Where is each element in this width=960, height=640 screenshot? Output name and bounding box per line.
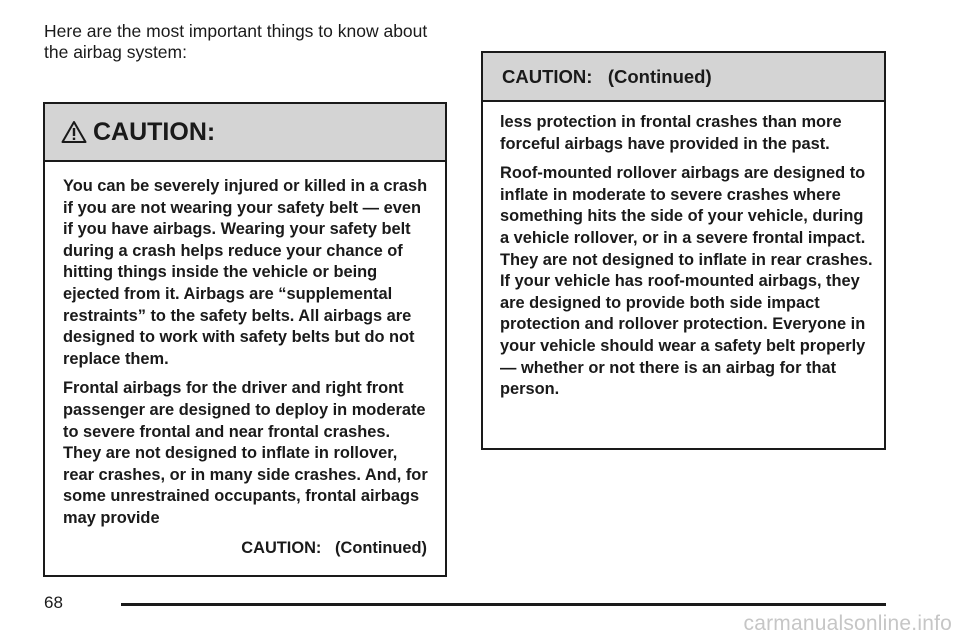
caution-paragraph: Frontal airbags for the driver and right front passenger are designed to deploy in moderate to severe frontal and near frontal crashes. They are not designed to inflate in rollover, rear crashes, or in many side crashes. And, for some unrestrained occupants, frontal airbags may provide bbox=[63, 379, 428, 527]
caution-box bbox=[43, 102, 447, 577]
caution-continued-header bbox=[483, 53, 884, 102]
caution-continued-label: CAUTION: (Continued) bbox=[241, 538, 427, 557]
page-number: 68 bbox=[44, 593, 63, 612]
caution-paragraph: less protection in frontal crashes than more forceful airbags have provided in the past. bbox=[500, 113, 842, 153]
watermark: carmanualsonline.info bbox=[743, 612, 952, 635]
warning-triangle-icon bbox=[61, 120, 87, 144]
caution-header bbox=[45, 104, 445, 162]
intro-text: Here are the most important things to know about the airbag system: bbox=[44, 21, 428, 62]
caution-continued-body bbox=[483, 102, 884, 401]
footer-divider bbox=[121, 603, 886, 606]
caution-paragraph: Roof-mounted rollover airbags are designed to inflate in moderate to severe crashes where something hits the side of your vehicle, during a vehicle rollover, or in a severe frontal impact. They are not designed to inflate in rear crashes. If your vehicle has roof-mounted airbags, they are designed to provide both side impact protection and rollover protection. Everyone in your vehicle should wear a safety belt properly — whether or not there is an airbag for that person. bbox=[500, 164, 873, 399]
caution-continued-title: CAUTION: (Continued) bbox=[502, 65, 712, 87]
caution-body bbox=[45, 162, 445, 559]
caution-continued-box bbox=[481, 51, 886, 450]
caution-paragraph: You can be severely injured or killed in a crash if you are not wearing your safety belt — even if you have airbags. Wearing your safety belt during a crash helps reduce your chance of hitting things inside the vehicle or being ejected from it. Airbags are “supplemental restraints” to the safety belts. All airbags are designed to work with safety belts but do not replace them. bbox=[63, 177, 428, 368]
caution-title: CAUTION: bbox=[93, 117, 216, 146]
